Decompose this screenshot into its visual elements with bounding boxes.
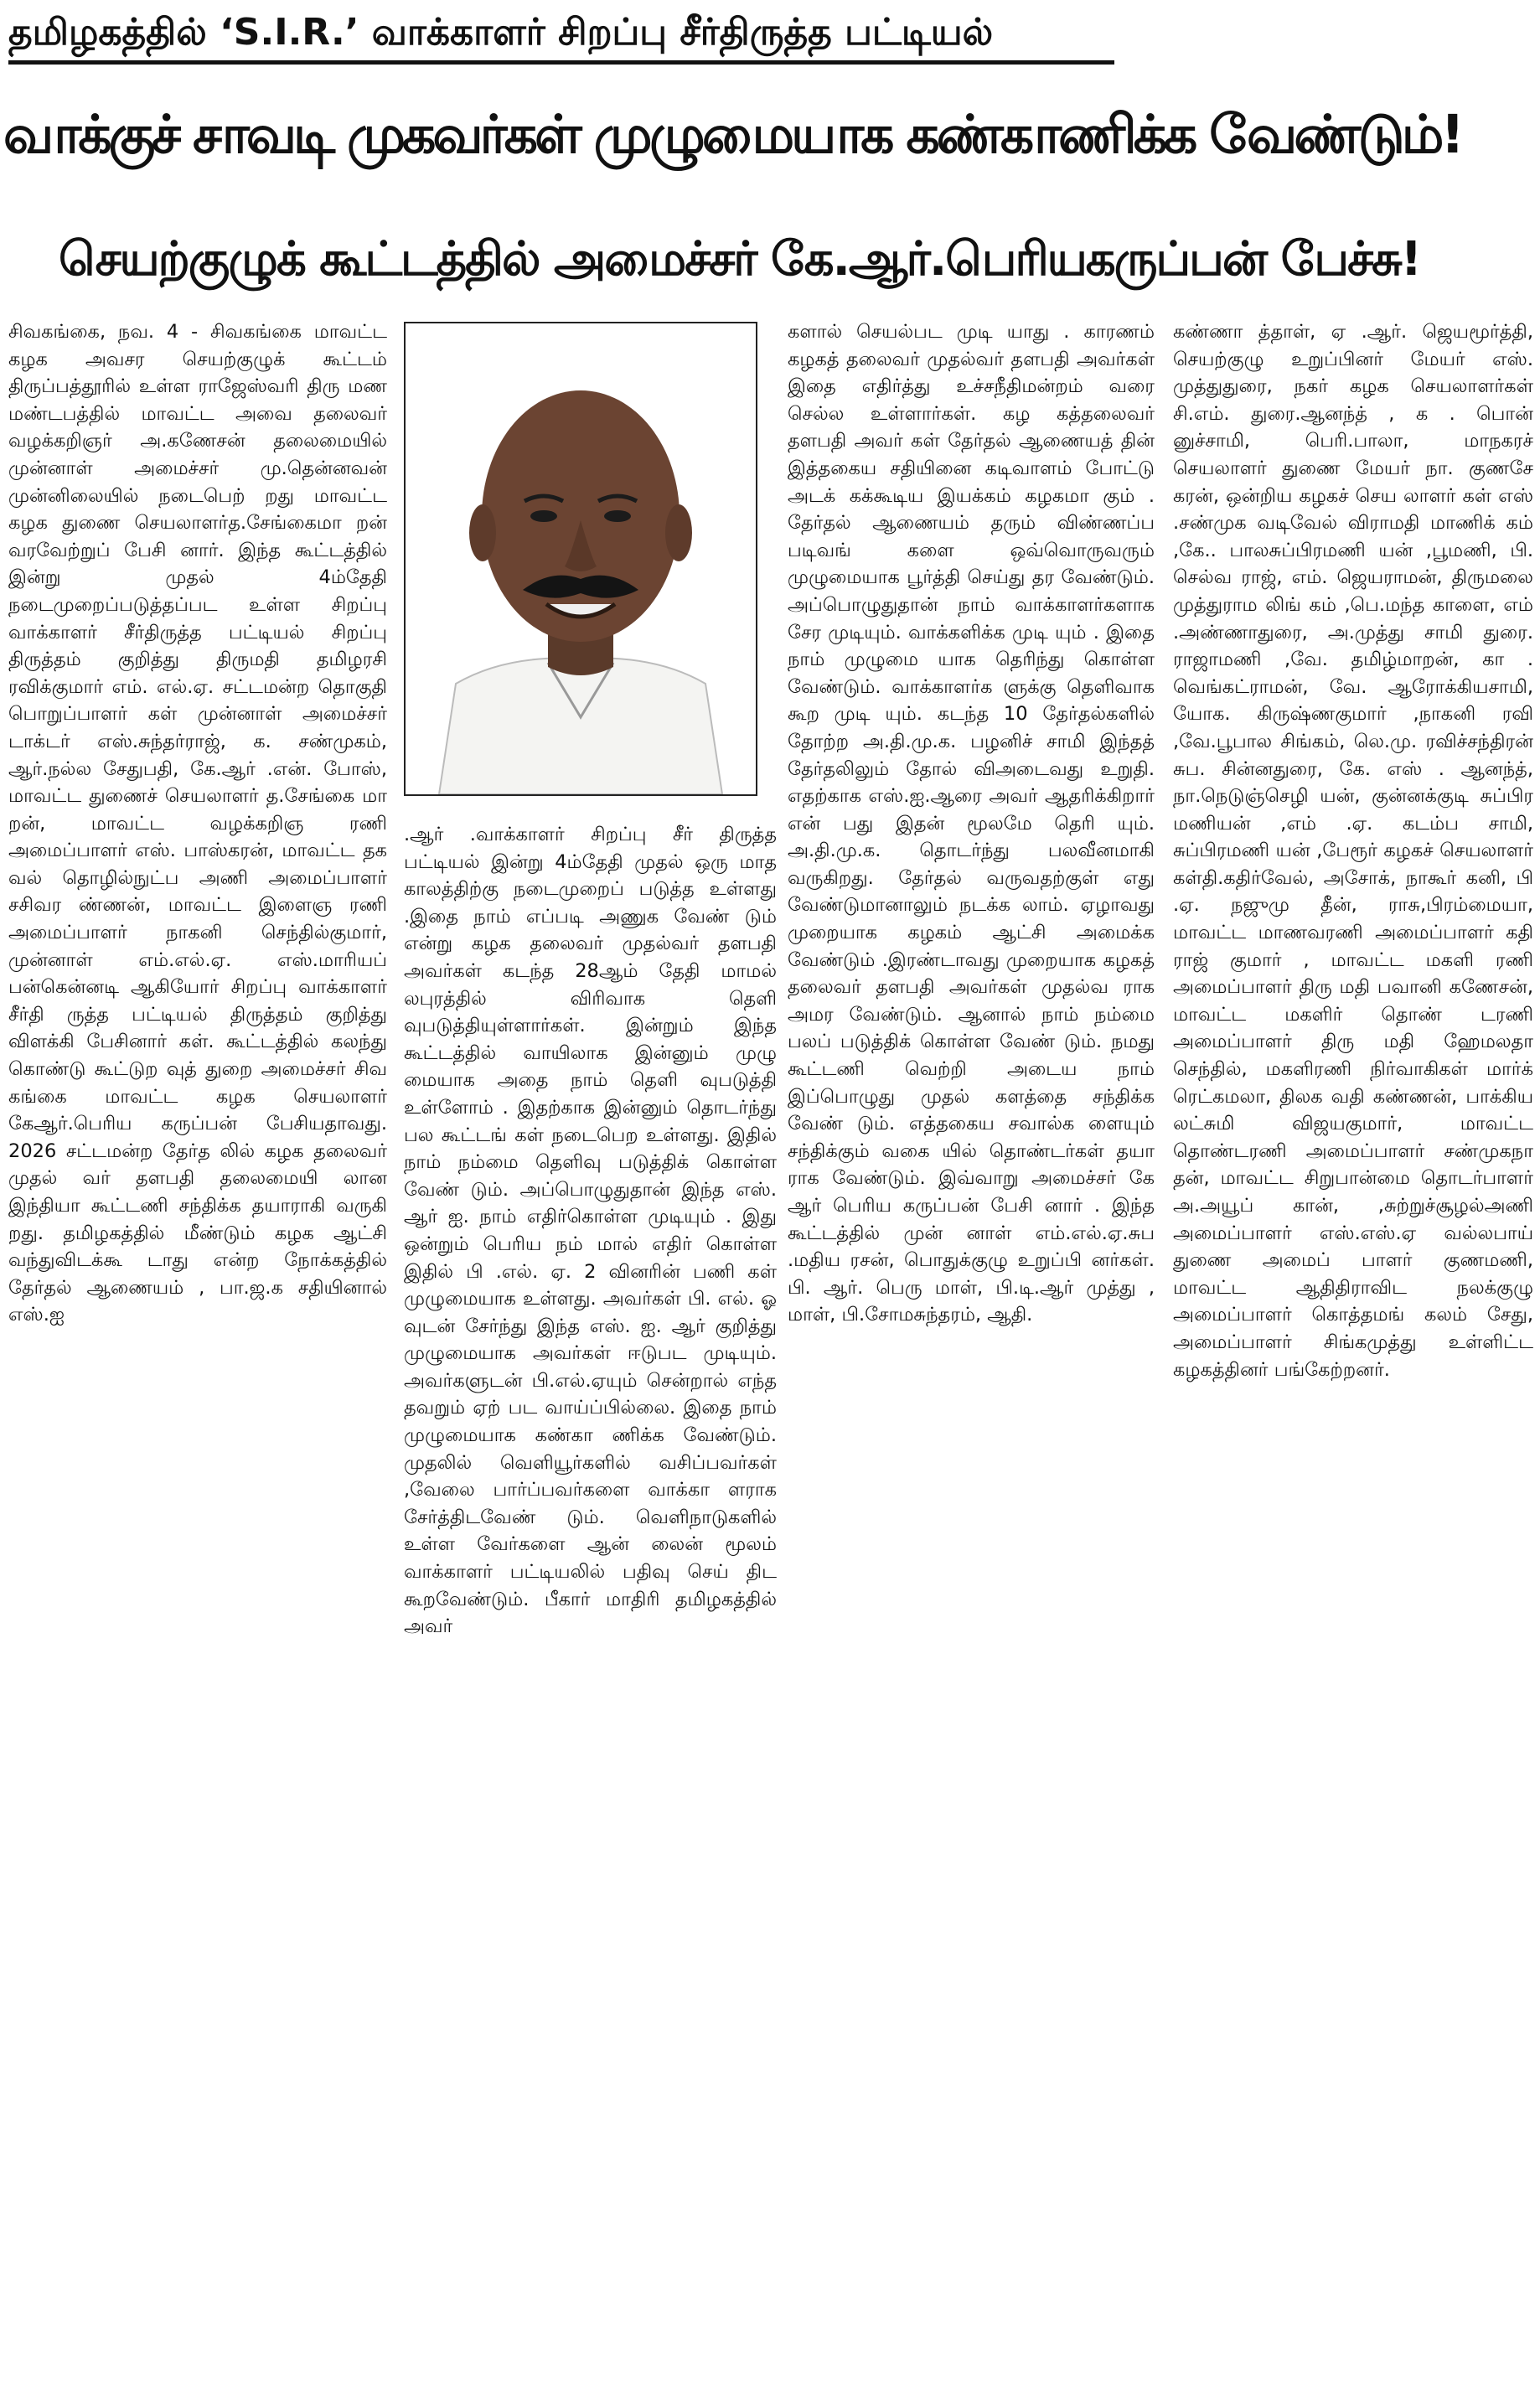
main-headline: வாக்குச் சாவடி முகவர்கள் முழுமையாக கண்காணிக்க வேண்டும்!: [3, 104, 1462, 165]
article-column-1: [8, 318, 387, 2388]
column-1-text: சிவகங்கை, நவ. 4 - சிவகங்கை மாவட்ட கழக அவசர செயற்குழுக் கூட்டம் திருப்பத்தூரில் உள்ள ராஜேஸ்வரி திரு மண மண்டபத்தில் மாவட்ட அவை தலைவர் வழக்கறிஞர் அ.கணேசன் தலைமையில் முன்னாள் அமைச்சர் மு.தென்னவன் முன்னிலையில் நடைபெற் றது மாவட்ட கழக துணை செயலாளர்த.சேங்கைமா றன் வரவேற்றுப் பேசி னார். இந்த கூட்டத்தில் இன்று முதல் 4ம்தேதி நடைமுறைப்படுத்தப்பட உள்ள சிறப்பு வாக்காளர் சீர்திருத்த பட்டியல் சிறப்பு திருத்தம் குறித்து திருமதி தமிழரசி ரவிக்குமார் எம். எல்.ஏ. சட்டமன்ற தொகுதி பொறுப்பாளர் கள் முன்னாள் அமைச்சர் டாக்டர் எஸ்.சுந்தர்ராஜ், க. சண்முகம், ஆர்.நல்ல சேதுபதி, கே.ஆர் .என். போஸ், மாவட்ட துணைச் செயலாளர் த.சேங்கை மா றன், மாவட்ட வழக்கறிஞ ரணி அமைப்பாளர் எஸ். பாஸ்கரன், மாவட்ட தக வல் தொழில்நுட்ப அணி அமைப்பாளர் சசிவர ண்ணன், மாவட்ட இளைஞ ரணி அமைப்பாளர் நாகனி செந்தில்குமார், முன்னாள் எம்.எல்.ஏ. எஸ்.மாரியப் பன்கென்னடி ஆகியோர் சிறப்பு வாக்காளர் சீர்தி ருத்த பட்டியல் திருத்தம் குறித்து விளக்கி பேசினார் கள். கூட்டத்தில் கலந்து கொண்டு கூட்டுற வுத் துறை அமைச்சர் சிவ கங்கை மாவட்ட கழக செயலாளர் கேஆர்.பெரிய கருப்பன் பேசியதாவது. 2026 சட்டமன்ற தேர்த லில் கழக தலைவர் முதல் வர் தளபதி தலைமையி லான இந்தியா கூட்டணி சந்திக்க தயாராகி வருகி றது. தமிழகத்தில் மீண்டும் கழக ஆட்சி வந்துவிடக்கூ டாது என்ற நோக்கத்தில் தேர்தல் ஆணையம் , பா.ஜ.க சதியினால் எஸ்.ஐ: [8, 321, 387, 1326]
minister-photo: [404, 322, 757, 796]
article-column-4: [1173, 318, 1533, 2388]
column-4-text: கண்ணா த்தாள், ஏ .ஆர். ஜெயமூர்த்தி, செயற்குழு உறுப்பினர் மேயர் எஸ். முத்துதுரை, நகர் கழக செயலாளர்கள் சி.எம். துரை.ஆனந்த் , க . பொன் னுச்சாமி, பெரி.பாலா, மாநகரச் செயலாளர் துணை மேயர் நா. குணசே கரன், ஒன்றிய கழகச் செய லாளர் கள் எஸ் .சண்முக வடிவேல் விராமதி மாணிக் கம் ,கே.. பாலசுப்பிரமணி யன் ,பூமணி, பி. செல்வ ராஜ், எம். ஜெயராமன், திருமலை முத்துராம லிங் கம் ,பெ.மந்த காளை, எம் .அண்ணாதுரை, அ.முத்து சாமி துரை. ராஜாமணி ,வே. தமிழ்மாறன், கா . வெங்கட்ராமன், வே. ஆரோக்கியசாமி, யோக. கிருஷ்ணகுமார் ,நாகனி ரவி ,வே.பூபால சிங்கம், லெ.மு. ரவிச்சந்திரன் சுப. சின்னதுரை, கே. எஸ் . ஆனந்த், நா.நெடுஞ்செழி யன், குன்னக்குடி சுப்பிர மணியன் ,எம் .ஏ. கடம்ப சாமி, சுப்பிரமணி யன் ,பேரூர் கழகச் செயலாளர் கள்தி.கதிர்வேல், அசோக், நாகூர் கனி, பி .ஏ. நஜுமு தீன், ராசு,பிரம்மையா, மாவட்ட மாணவரணி அமைப்பாளர் கதி ராஜ் குமார் , மாவட்ட மகளி ரணி அமைப்பாளர் திரு மதி பவானி கணேசன், மாவட்ட மகளிர் தொண் டரணி அமைப்பாளர் திரு மதி ஹேமலதா செந்தில், மகளிரணி நிர்வாகிகள் மார்க் ரெட்கமலா, திலக வதி கண்ணன், பாக்கிய லட்சுமி விஜயகுமார், மாவட்ட தொண்டரணி அமைப்பாளர் சண்முகநா தன், மாவட்ட சிறுபான்மை தொடர்பாளர் அ.அயூப் கான், ,சுற்றுச்சூழல்அணி அமைப்பாளர் எஸ்.எஸ்.ஏ வல்லபாய் துணை அமைப் பாளர் குணமணி, மாவட்ட ஆதிதிராவிட நலக்குழு அமைப்பாளர் கொத்தமங் கலம் சேது, அமைப்பாளர் சிங்கமுத்து உள்ளிட்ட கழகத்தினர் பங்கேற்றனர்.: [1173, 321, 1533, 1381]
kicker-headline: தமிழகத்தில் ‘S.I.R.’ வாக்காளர் சிறப்பு சீர்திருத்த பட்டியல்: [8, 5, 1114, 65]
sub-headline: செயற்குழுக் கூட்டத்தில் அமைச்சர் கே.ஆர்.பெரியகருப்பன் பேச்சு!: [59, 232, 1421, 287]
article-column-2: [404, 821, 777, 2388]
article-column-3: [788, 318, 1155, 2388]
column-3-text: களால் செயல்பட முடி யாது . காரணம் கழகத் தலைவர் முதல்வர் தளபதி அவர்கள் இதை எதிர்த்து உச்சநீதிமன்றம் வரை செல்ல உள்ளார்கள். கழ கத்தலைவர் தளபதி அவர் கள் தேர்தல் ஆணையத் தின் இத்தகைய சதியினை கடிவாளம் போட்டு அடக் கக்கூடிய இயக்கம் கழகமா கும் . தேர்தல் ஆணையம் தரும் விண்ணப்ப படிவங் களை ஒவ்வொருவரும் முழுமையாக பூர்த்தி செய்து தர வேண்டும். அப்பொழுதுதான் நாம் வாக்காளர்களாக சேர முடியும். வாக்களிக்க முடி யும் . இதை நாம் முழுமை யாக தெரிந்து கொள்ள வேண்டும். வாக்காளர்க ளுக்கு தெளிவாக கூற முடி யும். கடந்த 10 தேர்தல்களில் தோற்ற அ.தி.மு.க. பழனிச் சாமி இந்தத் தேர்தலிலும் தோல் விஅடைவது உறுதி. எதற்காக எஸ்.ஐ.ஆரை அவர் ஆதரிக்கிறார் என் பது இதன் மூலமே தெரி யும். அ.தி.மு.க. தொடர்ந்து பலவீனமாகி வருகிறது. தேர்தல் வருவதற்குள் எது வேண்டுமானாலும் நடக்க லாம். ஏழாவது முறையாக கழகம் ஆட்சி அமைக்க வேண்டும் .இரண்டாவது முறையாக கழகத் தலைவர் தளபதி அவர்கள் முதல்வ ராக அமர வேண்டும். ஆனால் நாம் நம்மை பலப் படுத்திக் கொள்ள வேண் டும். நமது கூட்டணி வெற்றி அடைய நாம் இப்பொழுது முதல் களத்தை சந்திக்க வேண் டும். எத்தகைய சவால்க ளையும் சந்திக்கும் வகை யில் தொண்டர்கள் தயா ராக வேண்டும். இவ்வாறு அமைச்சர் கே ஆர் பெரிய கருப்பன் பேசி னார் . இந்த கூட்டத்தில் முன் னாள் எம்.எல்.ஏ.சுப .மதிய ரசன், பொதுக்குழு உறுப்பி னர்கள். பி. ஆர். பெரு மாள், பி.டி.ஆர் முத்து , மாள், பி.சோமசுந்தரம், ஆதி.: [788, 321, 1155, 1326]
portrait-image: [406, 323, 756, 794]
column-2-text: .ஆர் .வாக்காளர் சிறப்பு சீர் திருத்த பட்டியல் இன்று 4ம்தேதி முதல் ஒரு மாத காலத்திற்கு நடைமுறைப் படுத்த உள்ளது .இதை நாம் எப்படி அணுக வேண் டும் என்று கழக தலைவர் முதல்வர் தளபதி அவர்கள் கடந்த 28ஆம் தேதி மாமல் லபுரத்தில் விரிவாக தெளி வுபடுத்தியுள்ளார்கள். இன்றும் இந்த கூட்டத்தில் வாயிலாக இன்னும் முழு மையாக அதை நாம் தெளி வுபடுத்தி உள்ளோம் . இதற்காக இன்னும் தொடர்ந்து பல கூட்டங் கள் நடைபெற உள்ளது. இதில் நாம் நம்மை தெளிவு படுத்திக் கொள்ள வேண் டும். அப்பொழுதுதான் இந்த எஸ். ஆர் ஐ. நாம் எதிர்கொள்ள முடியும் . இது ஒன்றும் பெரிய நம் மால் எதிர் கொள்ள இதில் பி .எல். ஏ. 2 வினரின் பணி கள் முழுமையாக உள்ளது. அவர்கள் பி. எல். ஓ வுடன் சேர்ந்து இந்த எஸ். ஐ. ஆர் குறித்து முழுமையாக அவர்கள் ஈடுபட முடியும். அவர்களுடன் பி.எல்.ஏயும் சென்றால் எந்த தவறும் ஏற் பட வாய்ப்பில்லை. இதை நாம் முழுமையாக கண்கா ணிக்க வேண்டும். முதலில் வெளியூர்களில் வசிப்பவர்கள் ,வேலை பார்ப்பவர்களை வாக்கா ளராக சேர்த்திடவேண் டும். வெளிநாடுகளில் உள்ள வேர்களை ஆன் லைன் மூலம் வாக்காளர் பட்டியலில் பதிவு செய் திட கூறவேண்டும். பீகார் மாதிரி தமிழகத்தில் அவர்: [404, 824, 777, 1638]
